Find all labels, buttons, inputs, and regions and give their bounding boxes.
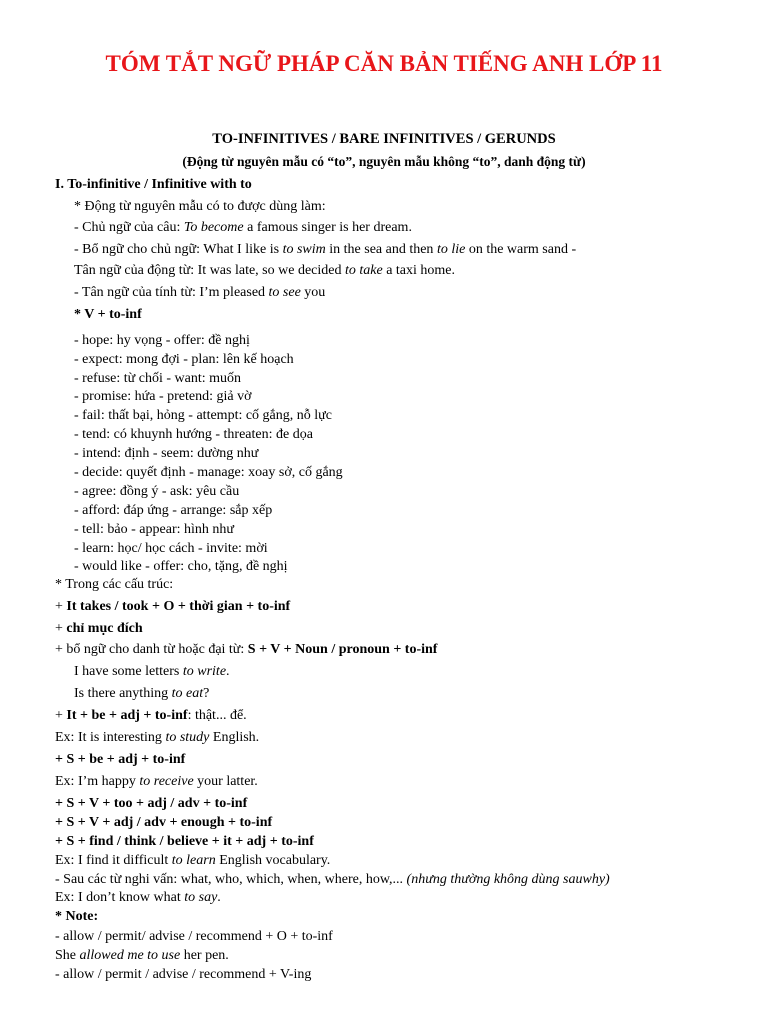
verb-list-item: - decide: quyết định - manage: xoay sở, cố gắng (74, 465, 343, 480)
structure-find-think: + S + find / think / believe + it + adj + to-inf (55, 834, 314, 849)
example-what-to-say: Ex: I don’t know what to say. (55, 890, 221, 905)
example-difficult: Ex: I find it difficult to learn English vocabulary. (55, 853, 331, 868)
verb-list-item: - expect: mong đợi - plan: lên kế hoạch (74, 352, 294, 367)
use-complement: - Bổ ngữ cho chủ ngữ: What I like is to swim in the sea and then to lie on the warm sand - (74, 242, 577, 257)
verb-list-item: - afford: đáp ứng - arrange: sắp xếp (74, 503, 273, 518)
example-anything-to-eat: Is there anything to eat? (74, 686, 210, 701)
verb-list-item: - would like - offer: cho, tặng, đề nghị (74, 559, 288, 574)
use-subject: - Chủ ngữ của câu: To become a famous singer is her dream. (74, 220, 412, 235)
note-allow-object: - allow / permit/ advise / recommend + O + to-inf (55, 929, 333, 944)
example-interesting: Ex: It is interesting to study English. (55, 730, 260, 745)
verb-list-item: - refuse: từ chối - want: muốn (74, 371, 241, 386)
section-subtitle-vietnamese: (Động từ nguyên mẫu có “to”, nguyên mẫu không “to”, danh động từ) (182, 154, 586, 169)
verb-list-item: - agree: đồng ý - ask: yêu cầu (74, 484, 240, 499)
structure-it-takes: + It takes / took + O + thời gian + to-inf (55, 599, 291, 614)
question-words-rule: - Sau các từ nghi vấn: what, who, which, when, where, how,... (nhưng thường không dùng sauwhy) (55, 872, 610, 887)
v-to-inf-heading: * V + to-inf (74, 307, 142, 322)
use-object-of-verb: Tân ngữ của động từ: It was late, so we decided to take a taxi home. (74, 263, 456, 278)
example-letters: I have some letters to write. (74, 664, 230, 679)
verb-list-item: - tend: có khuynh hướng - threaten: đe dọa (74, 427, 313, 442)
use-object-of-adjective: - Tân ngữ của tính từ: I’m pleased to see you (74, 285, 326, 300)
section-subtitle: TO-INFINITIVES / BARE INFINITIVES / GERUNDS (212, 131, 556, 147)
structure-s-be-adj: + S + be + adj + to-inf (55, 752, 186, 767)
uses-intro: * Động từ nguyên mẫu có to được dùng làm: (74, 199, 326, 214)
structures-intro: * Trong các cấu trúc: (55, 577, 174, 592)
verb-list-item: - fail: thất bại, hỏng - attempt: cố gắng, nỗ lực (74, 408, 332, 423)
example-happy: Ex: I’m happy to receive your latter. (55, 774, 258, 789)
structure-noun-complement: + bổ ngữ cho danh từ hoặc đại từ: S + V + Noun / pronoun + to-inf (55, 642, 438, 657)
verb-list-item: - learn: học/ học cách - invite: mời (74, 541, 268, 556)
structure-enough: + S + V + adj / adv + enough + to-inf (55, 815, 273, 830)
structure-it-be-adj: + It + be + adj + to-inf: thật... để. (55, 708, 247, 723)
example-allowed: She allowed me to use her pen. (55, 948, 229, 963)
verb-list-item: - hope: hy vọng - offer: đề nghị (74, 333, 250, 348)
section-heading-to-infinitive: I. To-infinitive / Infinitive with to (55, 177, 252, 192)
structure-purpose: + chỉ mục đích (55, 621, 143, 636)
note-allow-ving: - allow / permit / advise / recommend + V-ing (55, 967, 312, 982)
verb-list-item: - promise: hứa - pretend: giả vờ (74, 389, 252, 404)
verb-list-item: - tell: bảo - appear: hình như (74, 522, 234, 537)
verb-list-item: - intend: định - seem: dường như (74, 446, 259, 461)
document-title: TÓM TẮT NGỮ PHÁP CĂN BẢN TIẾNG ANH LỚP 11 (105, 51, 663, 76)
note-heading: * Note: (55, 909, 99, 924)
structure-too: + S + V + too + adj / adv + to-inf (55, 796, 248, 811)
